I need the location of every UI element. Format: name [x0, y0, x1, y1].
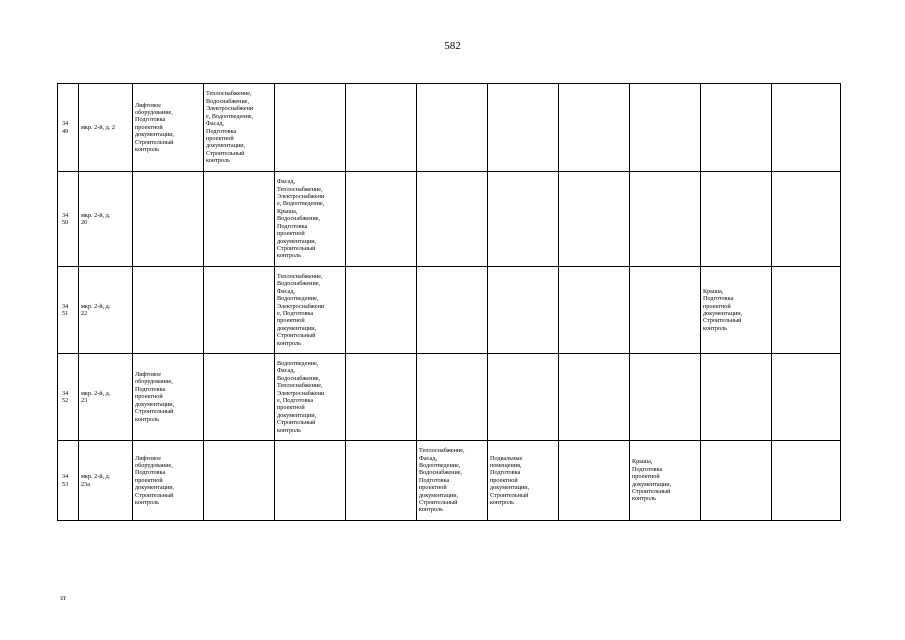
work-cell — [772, 84, 841, 172]
works-table — [57, 83, 841, 521]
work-cell: Теплоснабжение, Водоснабжение, Фасад, Водоотведение, Электроснабжени е, Подготовка проектной документации, Строительный контроль — [275, 267, 346, 354]
work-cell — [204, 172, 275, 267]
work-cell — [275, 441, 346, 521]
work-cell — [346, 84, 417, 172]
work-cell — [701, 354, 772, 441]
work-cell — [630, 354, 701, 441]
table-row — [58, 267, 841, 354]
page-number: 582 — [444, 40, 461, 52]
work-cell — [417, 84, 488, 172]
address-cell: мкр. 2-й, д. 23а — [79, 441, 133, 521]
row-id: 34 49 — [58, 84, 79, 172]
work-cell — [488, 267, 559, 354]
work-cell — [559, 441, 630, 521]
work-cell — [204, 441, 275, 521]
work-cell — [133, 267, 204, 354]
work-cell — [559, 84, 630, 172]
work-cell — [630, 172, 701, 267]
address-cell: мкр. 2-й, д. 23 — [79, 354, 133, 441]
work-cell: Крыша, Подготовка проектной документации, Строительный контроль — [701, 267, 772, 354]
work-cell — [346, 267, 417, 354]
work-cell — [204, 354, 275, 441]
address-cell: мкр. 2-й, д. 2 — [79, 84, 133, 172]
work-cell: Лифтовое оборудование, Подготовка проектной документации, Строительный контроль — [133, 84, 204, 172]
address-cell: мкр. 2-й, д. 22 — [79, 267, 133, 354]
work-cell: Крыша, Подготовка проектной документации, Строительный контроль — [630, 441, 701, 521]
work-cell — [772, 441, 841, 521]
work-cell — [630, 267, 701, 354]
work-cell — [559, 267, 630, 354]
table-row — [58, 84, 841, 172]
work-cell: Подвальные помещения, Подготовка проектной документации, Строительный контроль — [488, 441, 559, 521]
table-row — [58, 354, 841, 441]
work-cell — [204, 267, 275, 354]
work-cell — [701, 84, 772, 172]
work-cell — [488, 172, 559, 267]
work-cell: Теплоснабжение, Фасад, Водоотведение, Водоснабжение, Подготовка проектной документации, Строительный контроль — [417, 441, 488, 521]
work-cell — [346, 441, 417, 521]
work-cell: Фасад, Теплоснабжение, Электроснабжени е, Водоотведение, Крыша, Водоснабжение, Подготовка проектной документации, Строительный контроль — [275, 172, 346, 267]
row-id: 34 50 — [58, 172, 79, 267]
row-id: 34 51 — [58, 267, 79, 354]
work-cell — [559, 172, 630, 267]
address-cell: мкр. 2-й, д. 20 — [79, 172, 133, 267]
work-cell — [488, 84, 559, 172]
work-cell — [701, 441, 772, 521]
work-cell: Теплоснабжение, Водоснабжение, Электроснабжени е, Водоотведение, Фасад, Подготовка проектной документации, Строительный контроль — [204, 84, 275, 172]
work-cell: Лифтовое оборудование, Подготовка проектной документации, Строительный контроль — [133, 441, 204, 521]
work-cell — [346, 172, 417, 267]
work-cell — [133, 172, 204, 267]
work-cell — [559, 354, 630, 441]
work-cell — [701, 172, 772, 267]
work-cell — [346, 354, 417, 441]
work-cell — [275, 84, 346, 172]
work-cell — [417, 354, 488, 441]
table-row — [58, 441, 841, 521]
work-cell — [417, 267, 488, 354]
work-cell — [630, 84, 701, 172]
work-cell — [772, 172, 841, 267]
row-id: 34 53 — [58, 441, 79, 521]
table-row — [58, 172, 841, 267]
row-id: 34 52 — [58, 354, 79, 441]
work-cell — [772, 267, 841, 354]
footer-mark: зт — [60, 594, 66, 602]
table-body — [58, 84, 841, 521]
work-cell: Водоотведение, Фасад, Водоснабжение, Теплоснабжение, Электроснабжени е, Подготовка проектной документации, Строительный контроль — [275, 354, 346, 441]
work-cell: Лифтовое оборудование, Подготовка проектной документации, Строительный контроль — [133, 354, 204, 441]
work-cell — [417, 172, 488, 267]
work-cell — [772, 354, 841, 441]
work-cell — [488, 354, 559, 441]
